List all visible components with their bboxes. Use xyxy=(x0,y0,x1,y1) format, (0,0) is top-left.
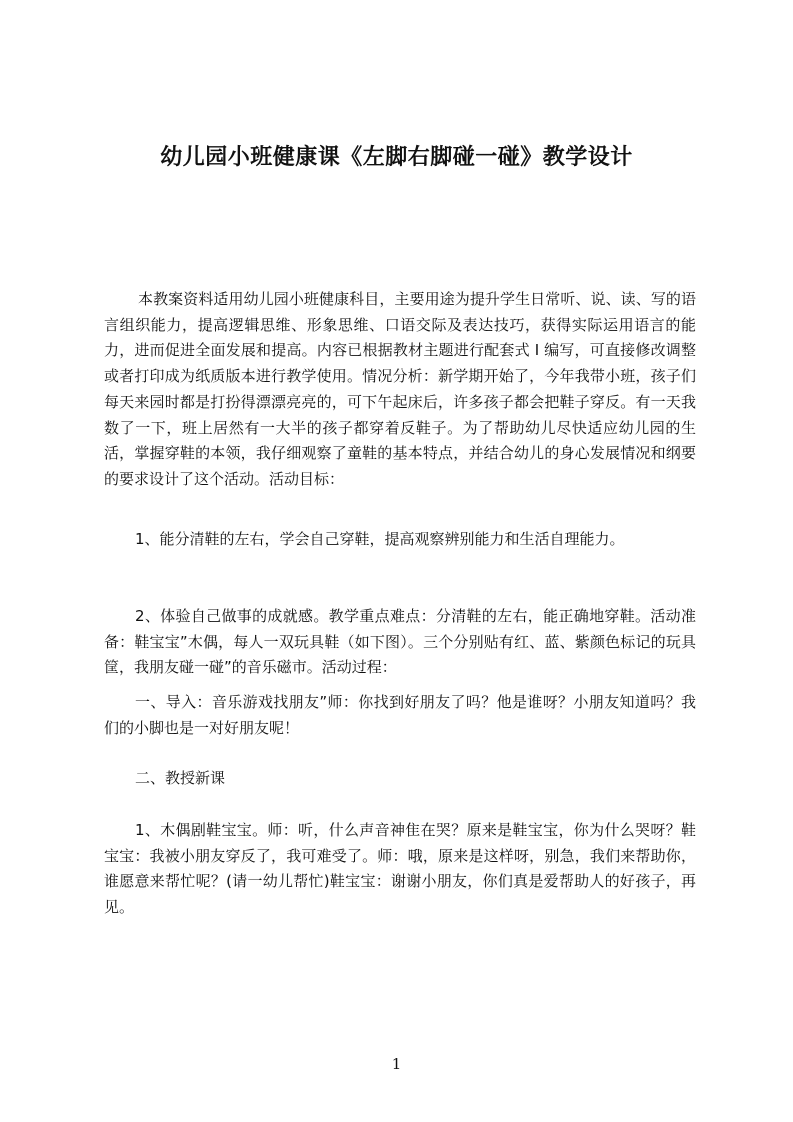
goal-1-paragraph: 1、能分清鞋的左右，学会自己穿鞋，提高观察辨别能力和生活自理能力。 xyxy=(135,530,625,548)
page-number: 1 xyxy=(391,1055,402,1073)
step-1-paragraph: 一、导入：音乐游戏找朋友”师：你找到好朋友了吗？他是谁呀？小朋友知道吗？我们的小脚也是一对好朋友呢！ xyxy=(104,693,696,737)
goal-2-paragraph: 2、体验自己做事的成就感。教学重点难点：分清鞋的左右，能正确地穿鞋。活动准备：鞋宝宝”木偶，每人一双玩具鞋（如下图）。三个分别贴有红、蓝、紫颜色标记的玩具筐，我朋友碰一碰”的音乐磁市。活动过程： xyxy=(104,607,696,677)
intro-paragraph: 本教案资料适用幼儿园小班健康科目，主要用途为提升学生日常听、说、读、写的语言组织能力，提高逻辑思维、形象思维、口语交际及表达技巧，获得实际运用语言的能力，进而促进全面发展和提高。内容已根据教材主题进行配套式 I 编写，可直接修改调整或者打印成为纸质版本进行教学使用。情况分析：新学期开始了，今年我带小班，孩子们每天来园时都是打扮得漂漂亮亮的，可下午起床后，许多孩子都会把鞋子穿反。有一天我数了一下，班上居然有一大半的孩子都穿着反鞋子。为了帮助幼儿尽快适应幼儿园的生活，掌握穿鞋的本领，我仔细观察了童鞋的基本特点，并结合幼儿的身心发展情况和纲要的要求设计了这个活动。活动目标： xyxy=(104,290,696,488)
step-2-heading: 二、教授新课 xyxy=(135,769,226,787)
step-3-paragraph: 1、木偶剧鞋宝宝。师：听，什么声音神隹在哭？原来是鞋宝宝，你为什么哭呀？鞋宝宝：我被小朋友穿反了，我可难受了。师：哦，原来是这样呀，别急，我们来帮助你，谁愿意来帮忙呢？(请一幼儿帮忙)鞋宝宝：谢谢小朋友，你们真是爱帮助人的好孩子，再见。 xyxy=(104,821,696,917)
document-title: 幼儿园小班健康课《左脚右脚碰一碰》教学设计 xyxy=(160,145,633,170)
